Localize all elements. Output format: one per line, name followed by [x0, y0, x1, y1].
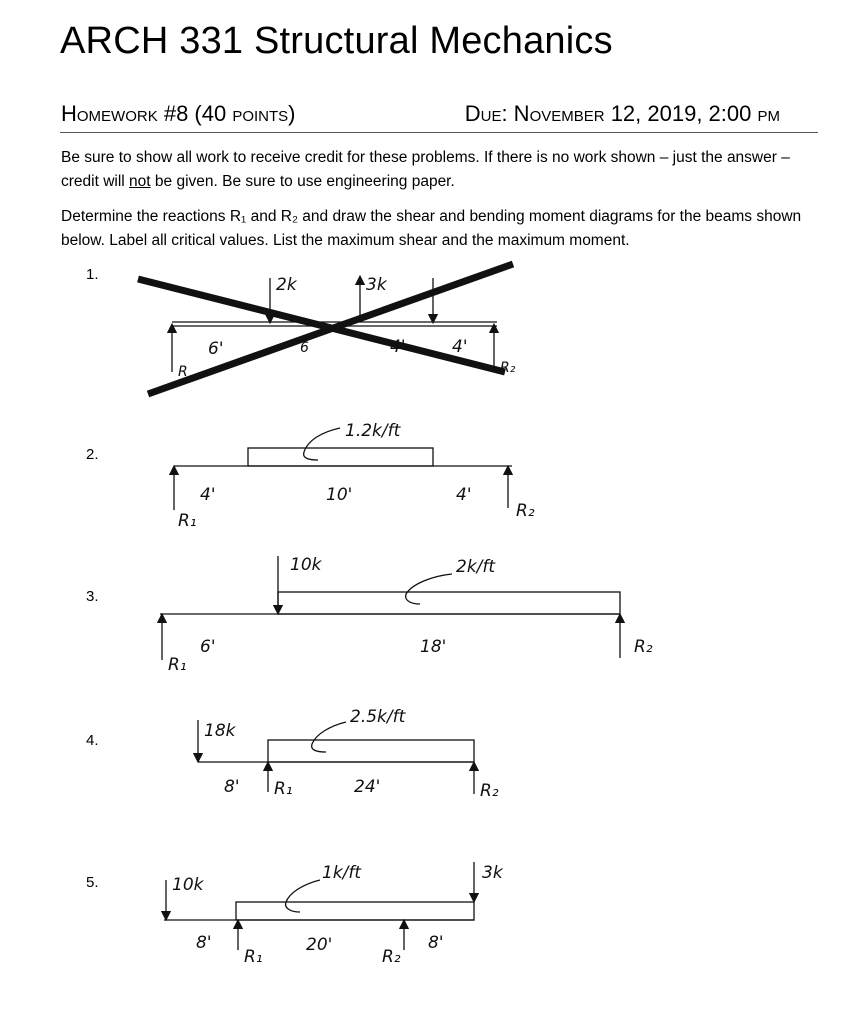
p1-load-b-label: 3k — [366, 275, 387, 295]
problem-5-number: 5. — [86, 874, 99, 891]
p4-point-load-label: 18k — [204, 721, 236, 741]
p1-load-a-label: 2k — [276, 275, 297, 295]
p5-span-c-label: 8' — [428, 933, 444, 953]
problem-1-diagram — [138, 264, 513, 394]
p3-distributed-label: 2k/ft — [456, 557, 496, 577]
p5-span-a-label: 8' — [196, 933, 212, 953]
instructions-not-emphasis: not — [129, 173, 151, 190]
due-date: Due: November 12, 2019, 2:00 pm — [464, 101, 780, 126]
problem-1-number: 1. — [86, 266, 99, 283]
p5-point-load-left-label: 10k — [172, 875, 204, 895]
p2-distributed-label: 1.2k/ft — [345, 421, 401, 441]
p5-point-load-right-label: 3k — [482, 863, 503, 883]
problem-3-number: 3. — [86, 588, 99, 605]
p3-distributed-load-box — [278, 592, 620, 614]
p4-leader-curve — [312, 722, 346, 752]
course-title: ARCH 331 Structural Mechanics — [60, 20, 613, 62]
p2-reaction-right-label: R₂ — [516, 501, 535, 521]
p1-span-c-label: 4' — [390, 337, 406, 357]
p4-span-b-label: 24' — [354, 777, 381, 797]
problem-4-number: 4. — [86, 732, 99, 749]
p1-span-d-label: 4' — [452, 337, 468, 357]
p2-leader-curve — [304, 428, 340, 460]
p1-reaction-left-label: R — [178, 364, 188, 380]
p3-span-a-label: 6' — [200, 637, 216, 657]
p2-span-b-label: 10' — [326, 485, 353, 505]
p4-distributed-load-box — [268, 740, 474, 762]
p5-span-b-label: 20' — [306, 935, 333, 955]
p4-distributed-label: 2.5k/ft — [350, 707, 406, 727]
p2-span-c-label: 4' — [456, 485, 472, 505]
p5-reaction-right-label: R₂ — [382, 947, 401, 967]
p2-span-a-label: 4' — [200, 485, 216, 505]
instructions-text-a: Be sure to show all work to receive credit for these problems. If there is no work shown – just the answer – credit will — [61, 149, 790, 190]
p5-distributed-label: 1k/ft — [322, 863, 362, 883]
problem-3-diagram — [160, 556, 620, 660]
p4-reaction-left-label: R₁ — [274, 779, 293, 799]
p1-reaction-right-label: R₂ — [500, 360, 516, 376]
p3-reaction-left-label: R₁ — [168, 655, 187, 675]
p5-reaction-left-label: R₁ — [244, 947, 263, 967]
p3-span-b-label: 18' — [420, 637, 447, 657]
p5-leader-curve — [286, 880, 320, 912]
p4-reaction-right-label: R₂ — [480, 781, 499, 801]
instructions-text-b: be given. Be sure to use engineering paper. — [150, 173, 455, 190]
p3-leader-curve — [406, 574, 452, 604]
p3-point-load-label: 10k — [290, 555, 322, 575]
p4-span-a-label: 8' — [224, 777, 240, 797]
problem-2-number: 2. — [86, 446, 99, 463]
p1-span-a-label: 6' — [208, 339, 224, 359]
p1-cross-line-2 — [148, 264, 513, 394]
p2-distributed-load-box — [248, 448, 433, 466]
homework-label: Homework #8 (40 points) — [61, 101, 296, 126]
p5-distributed-load-box — [236, 902, 474, 920]
p1-span-b-label: 6 — [300, 340, 309, 356]
instructions-task: Determine the reactions R₁ and R₂ and draw the shear and bending moment diagrams for the beams shown below. Label all critical values. List the maximum shear and the maximum moment. — [61, 208, 802, 249]
p2-reaction-left-label: R₁ — [178, 511, 197, 531]
p3-reaction-right-label: R₂ — [634, 637, 653, 657]
